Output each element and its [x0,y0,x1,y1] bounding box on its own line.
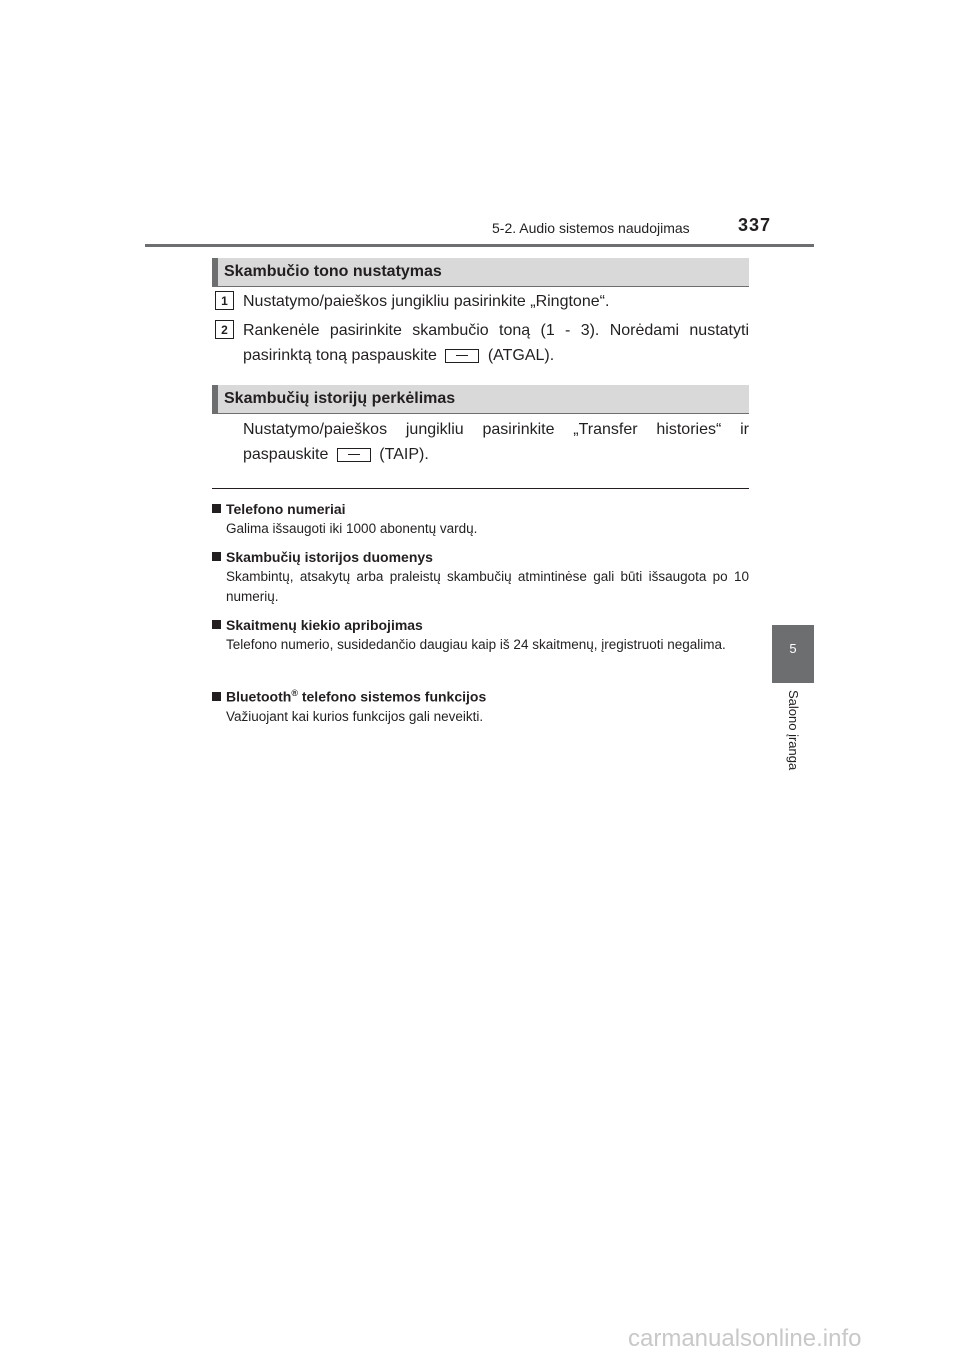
header-section-title: 5-2. Audio sistemos naudojimas [492,220,690,236]
registered-mark: ® [291,688,298,698]
section-heading-transfer [212,385,749,414]
chapter-tab: 5 [772,625,814,683]
header-rule [145,244,814,247]
bullet-square-icon [212,620,221,629]
step-number-badge: 1 [215,291,234,310]
transfer-instruction [243,417,749,467]
section-heading-ringtone [212,258,749,287]
step-text-before: Rankenėle pasirinkite skambučio toną (1 - 3). Norėdami nustatyti pasirinktą toną paspauskite [243,322,749,364]
note-title: Telefono numeriai [226,501,346,517]
section-accent [212,258,218,286]
back-button-icon [445,349,479,363]
note-title-rest: telefono sistemos funkcijos [297,688,487,705]
page-number: 337 [738,215,772,235]
note-title: Skaitmenų kiekio apribojimas [226,617,423,633]
section-title: Skambučių istorijų perkėlimas [224,390,456,407]
step-2 [215,318,749,368]
note-call-history [212,547,749,607]
note-digit-limit [212,615,749,655]
note-body: Skambintų, atsakytų arba praleistų skambučių atmintinėse gali būti išsaugota po 10 numerių. [226,569,749,604]
section-title: Skambučio tono nustatymas [224,263,442,280]
note-phone-numbers [212,499,749,539]
note-body: Galima išsaugoti iki 1000 abonentų vardų. [226,521,478,536]
note-title: Skambučių istorijos duomenys [226,549,433,565]
chapter-label: Salono įranga [786,690,801,771]
step-1 [215,289,749,314]
watermark: carmanualsonline.info [628,1325,862,1352]
step-text-after: (ATGAL). [487,347,555,364]
section-accent [212,385,218,413]
note-body: Telefono numerio, susidedančio daugiau kaip iš 24 skaitmenų, įregistruoti negalima. [226,637,726,652]
bullet-square-icon [212,692,221,701]
transfer-text-after: (TAIP). [379,446,429,463]
bullet-square-icon [212,504,221,513]
bullet-square-icon [212,552,221,561]
step-number-badge: 2 [215,320,234,339]
note-title-main: Bluetooth [226,688,292,705]
note-body: Važiuojant kai kurios funkcijos gali neveikti. [226,708,484,724]
yes-button-icon [337,448,371,462]
step-text [243,318,749,368]
step-text: Nustatymo/paieškos jungikliu pasirinkite „Ringtone“. [243,293,610,310]
transfer-text-before: Nustatymo/paieškos jungikliu pasirinkite „Transfer histories“ ir paspauskite [243,421,749,463]
notes-divider [212,488,749,489]
note-bluetooth [212,683,749,727]
